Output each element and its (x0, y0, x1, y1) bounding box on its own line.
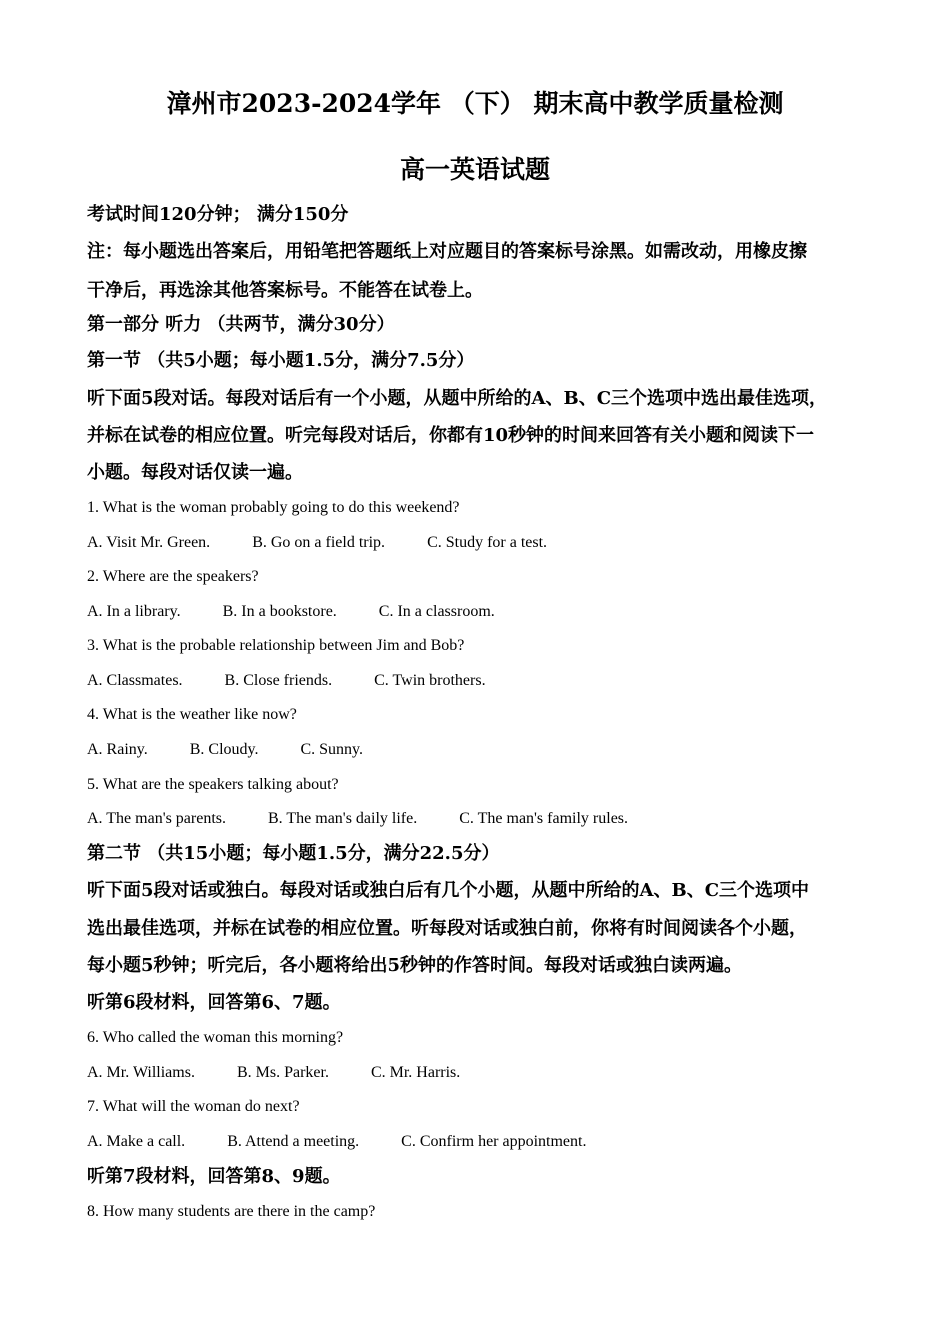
question-stem: 6. Who called the woman this morning? (87, 1029, 344, 1046)
material-heading: 听第7段材料，回答第8、9题。 (87, 1166, 341, 1187)
option: A. Mr. Williams. (87, 1064, 195, 1081)
question-stem: 2. Where are the speakers? (87, 568, 259, 585)
page-title: 漳州市2023-2024学年 （下） 期末高中教学质量检测 (166, 89, 784, 118)
question-options (87, 1063, 502, 1083)
instruction-line: 并标在试卷的相应位置。听完每段对话后，你都有10秒钟的时间来回答有关小题和阅读下一 (87, 425, 815, 446)
instruction-line: 小题。每段对话仅读一遍。 (87, 462, 303, 483)
exam-info: 考试时间120分钟； 满分150分 (87, 204, 349, 225)
option: B. Cloudy. (189, 741, 259, 758)
note-line: 注：每小题选出答案后，用铅笔把答题纸上对应题目的答案标号涂黑。如需改动，用橡皮擦 (87, 241, 807, 262)
question-options (87, 1132, 628, 1152)
instruction-line: 选出最佳选项，并标在试卷的相应位置。听每段对话或独白前，你将有时间阅读各个小题， (87, 918, 807, 939)
option: A. Visit Mr. Green. (87, 534, 211, 551)
option: C. The man's family rules. (459, 810, 629, 827)
option: B. In a bookstore. (222, 603, 337, 620)
part-heading: 第一部分 听力 （共两节，满分30分） (87, 314, 395, 335)
option: B. Attend a meeting. (227, 1133, 360, 1150)
page-subtitle: 高一英语试题 (399, 155, 550, 184)
option: C. Mr. Harris. (370, 1064, 461, 1081)
material-heading: 听第6段材料，回答第6、7题。 (87, 992, 341, 1013)
section-heading: 第一节 （共5小题；每小题1.5分，满分7.5分） (87, 350, 475, 371)
option: A. Rainy. (87, 741, 148, 758)
option: C. In a classroom. (378, 603, 495, 620)
instruction-line: 听下面5段对话。每段对话后有一个小题，从题中所给的A、B、C三个选项中选出最佳选项， (87, 388, 828, 409)
option: B. Ms. Parker. (236, 1064, 329, 1081)
option: B. Go on a field trip. (252, 534, 386, 551)
section-heading: 第二节 （共15小题；每小题1.5分，满分22.5分） (87, 843, 500, 864)
instruction-line: 听下面5段对话或独白。每段对话或独白后有几个小题，从题中所给的A、B、C三个选项中 (87, 880, 810, 901)
option: C. Sunny. (300, 741, 364, 758)
question-options (87, 809, 670, 829)
question-stem: 8. How many students are there in the camp? (87, 1203, 376, 1220)
question-stem: 5. What are the speakers talking about? (87, 776, 339, 793)
option: A. Make a call. (87, 1133, 186, 1150)
question-stem: 3. What is the probable relationship between Jim and Bob? (87, 637, 465, 654)
question-stem: 4. What is the weather like now? (87, 706, 297, 723)
option: C. Twin brothers. (374, 672, 486, 689)
question-stem: 7. What will the woman do next? (87, 1098, 300, 1115)
question-stem: 1. What is the woman probably going to do this weekend? (87, 499, 460, 516)
question-options (87, 602, 537, 622)
option: A. Classmates. (87, 672, 183, 689)
option: B. The man's daily life. (268, 810, 418, 827)
option: A. The man's parents. (87, 810, 226, 827)
option: A. In a library. (87, 603, 181, 620)
option: C. Study for a test. (427, 534, 548, 551)
question-options (87, 671, 528, 691)
question-options (87, 533, 589, 553)
question-options (87, 740, 405, 760)
instruction-line: 每小题5秒钟；听完后，各小题将给出5秒钟的作答时间。每段对话或独白读两遍。 (87, 955, 743, 976)
note-line: 干净后，再选涂其他答案标号。不能答在试卷上。 (87, 280, 483, 301)
option: B. Close friends. (224, 672, 333, 689)
option: C. Confirm her appointment. (401, 1133, 587, 1150)
